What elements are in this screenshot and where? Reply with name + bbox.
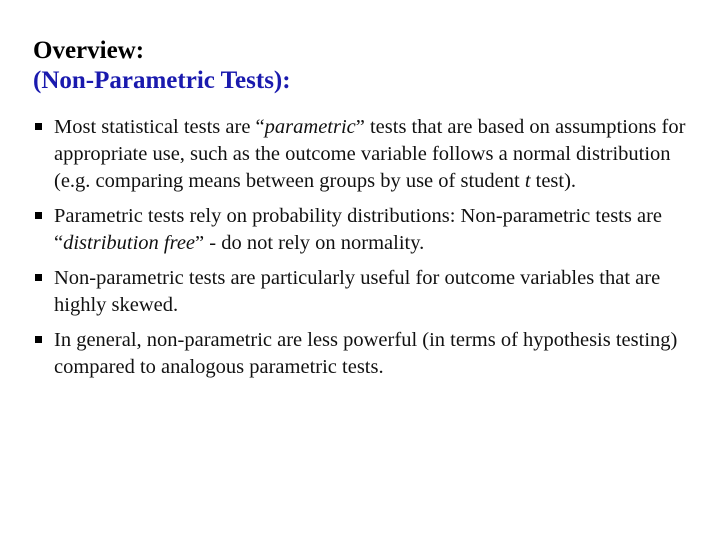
bullet-text-1-part-3: ” tests that are based on assumptions for appropriate use, such as the outcome variable follows a normal distribution (e.g. comparing means between groups by use of student [54, 116, 686, 192]
slide-title [33, 36, 693, 96]
bullet-text-1-part-1: Most statistical tests are “ [54, 116, 265, 138]
title-subheading: (Non-Parametric Tests): [33, 67, 291, 94]
bullet-text-2-part-2: distribution free [63, 232, 196, 254]
title-heading: Overview: [33, 37, 145, 64]
square-bullet-icon [35, 212, 42, 219]
square-bullet-icon [35, 123, 42, 130]
square-bullet-icon [35, 274, 42, 281]
bullet-item-1 [33, 114, 698, 195]
bullet-item-3 [33, 265, 698, 319]
bullet-item-4 [33, 327, 698, 381]
bullet-text-1-part-4: t [524, 170, 531, 192]
bullet-text-4: In general, non-parametric are less powerful (in terms of hypothesis testing) compared to analogous parametric tests. [54, 329, 678, 378]
bullet-text-3: Non-parametric tests are particularly useful for outcome variables that are highly skewed. [54, 267, 661, 316]
bullet-item-2 [33, 203, 698, 257]
bullet-text-1-part-2: parametric [264, 116, 356, 138]
bullet-list [33, 114, 698, 389]
square-bullet-icon [35, 336, 42, 343]
bullet-text-2-part-3: ” - do not rely on normality. [195, 232, 425, 254]
bullet-text-2-part-1: Parametric tests rely on probability distributions: Non-parametric tests are “ [54, 205, 663, 254]
bullet-text-1-part-5: test). [530, 170, 577, 192]
